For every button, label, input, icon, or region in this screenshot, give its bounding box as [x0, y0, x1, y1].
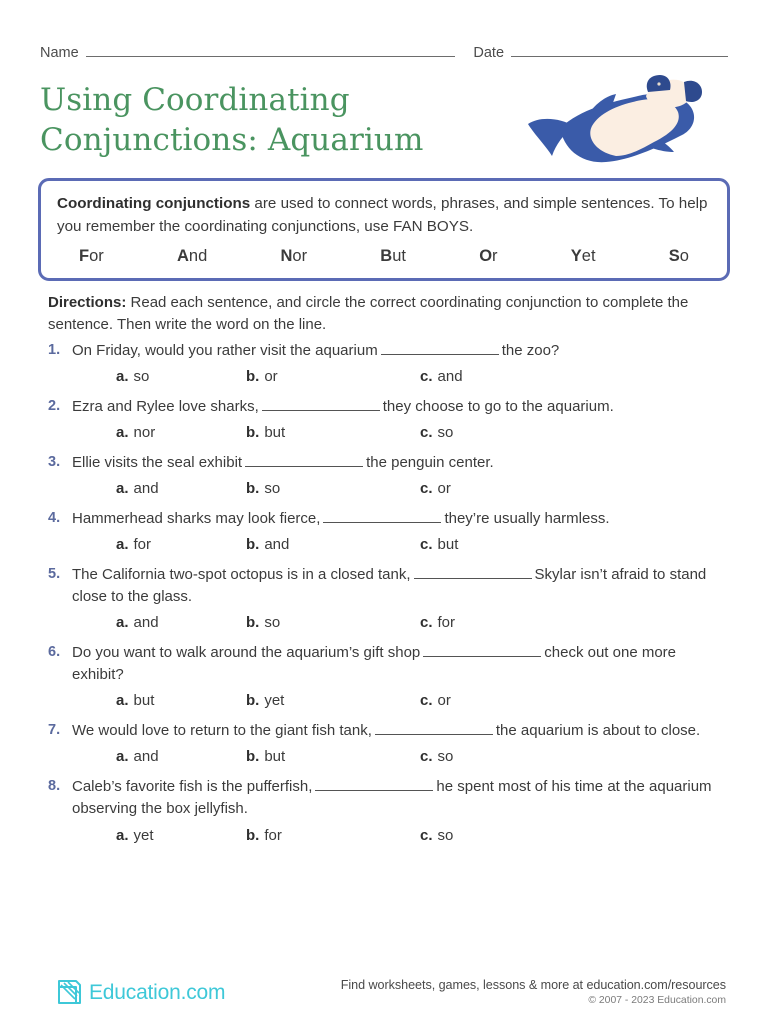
- choice-word: and: [133, 748, 159, 766]
- page-title: Using Coordinating Conjunctions: Aquarium: [40, 82, 424, 159]
- question-text-after: check out one more exhibit?: [72, 644, 677, 684]
- choice-word: so: [264, 614, 281, 632]
- answer-blank[interactable]: [423, 642, 541, 657]
- name-label: Name: [40, 45, 79, 61]
- choice-letter: c.: [420, 536, 433, 554]
- date-write-line[interactable]: [511, 55, 728, 57]
- question-text-after: he spent most of his time at the aquarium observing the box jellyfish.: [72, 778, 712, 818]
- fanboys-rest: ut: [392, 247, 406, 265]
- fanboys-word-but: [380, 247, 406, 266]
- page-footer: [0, 956, 768, 1016]
- choice-letter: a.: [116, 692, 129, 710]
- fanboys-rest: et: [581, 247, 596, 265]
- choice-word: so: [264, 480, 281, 498]
- choice-letter: b.: [246, 536, 260, 554]
- directions-text: Read each sentence, and circle the correct coordinating conjunction to complete the sentence. Then write the word on the line.: [48, 294, 689, 334]
- question-number: 1.: [48, 342, 61, 358]
- question-text-before: On Friday, would you rather visit the aquarium: [72, 342, 378, 359]
- choice-b[interactable]: [246, 827, 420, 844]
- choice-a[interactable]: [72, 827, 246, 844]
- choice-word: for: [437, 614, 456, 632]
- choice-word: so: [437, 748, 454, 766]
- choice-word: but: [133, 692, 155, 710]
- choice-word: but: [437, 536, 459, 554]
- choice-letter: c.: [420, 748, 433, 766]
- question-text: [72, 776, 726, 820]
- choice-letter: c.: [420, 826, 433, 844]
- choice-word: and: [264, 536, 290, 554]
- question-item: [48, 508, 726, 553]
- choice-letter: c.: [420, 368, 433, 386]
- choice-word: for: [264, 826, 282, 844]
- question-item: [48, 776, 726, 843]
- question-text-after: they’re usually harmless.: [444, 510, 610, 528]
- choice-word: for: [133, 536, 152, 554]
- name-date-row: [40, 45, 728, 67]
- choice-b[interactable]: [246, 614, 420, 631]
- fanboys-rest: o: [679, 247, 689, 265]
- question-text-before: The California two-spot octopus is in a closed tank,: [72, 566, 411, 584]
- answer-blank[interactable]: [323, 508, 441, 523]
- choice-b[interactable]: [246, 536, 420, 553]
- choice-c[interactable]: [420, 424, 594, 441]
- choice-b[interactable]: [246, 692, 420, 709]
- choice-a[interactable]: [72, 748, 246, 765]
- choice-row: [72, 424, 726, 441]
- education-logo-text: Education.com: [89, 981, 226, 1004]
- choice-letter: b.: [246, 424, 260, 442]
- fanboys-word-for: [79, 247, 104, 266]
- fanboys-initial: N: [280, 247, 293, 265]
- choice-letter: b.: [246, 826, 260, 844]
- choice-word: so: [437, 424, 454, 442]
- fanboys-word-or: [479, 247, 497, 266]
- name-write-line[interactable]: [86, 55, 456, 57]
- fanboys-info-box: [38, 178, 730, 281]
- fanboys-initial: Y: [570, 247, 582, 265]
- choice-a[interactable]: [72, 692, 246, 709]
- choice-row: [72, 692, 726, 709]
- question-text-before: Ezra and Rylee love sharks,: [72, 398, 259, 416]
- choice-word: or: [264, 368, 278, 386]
- choice-c[interactable]: [420, 536, 594, 553]
- fanboys-initial: A: [176, 247, 189, 265]
- fanboys-word-nor: [280, 247, 307, 266]
- choice-letter: a.: [116, 748, 129, 766]
- fanboys-initial: F: [79, 247, 90, 265]
- choice-letter: b.: [246, 692, 260, 710]
- question-item: [48, 720, 726, 765]
- question-number: 6.: [48, 644, 61, 661]
- question-item: [48, 564, 726, 631]
- choice-letter: b.: [246, 614, 260, 632]
- choice-a[interactable]: [72, 424, 246, 441]
- choice-word: and: [133, 614, 159, 632]
- question-text: [72, 720, 726, 742]
- choice-letter: b.: [246, 368, 260, 386]
- question-text-before: Do you want to walk around the aquarium’s gift shop: [72, 644, 421, 662]
- question-number: 7.: [48, 722, 61, 739]
- choice-c[interactable]: [420, 827, 594, 844]
- choice-word: so: [133, 368, 150, 386]
- name-field-group[interactable]: [40, 45, 455, 61]
- choice-letter: c.: [420, 480, 433, 498]
- question-text-before: Hammerhead sharks may look fierce,: [72, 510, 321, 528]
- choice-word: yet: [133, 826, 154, 844]
- fanboys-rest: nd: [188, 247, 208, 265]
- choice-row: [72, 368, 726, 385]
- choice-word: and: [133, 480, 159, 498]
- choice-letter: c.: [420, 692, 433, 710]
- choice-b[interactable]: [246, 368, 420, 385]
- question-text: [72, 564, 726, 608]
- date-field-group[interactable]: [473, 45, 728, 61]
- choice-a[interactable]: [72, 368, 246, 385]
- choice-c[interactable]: [420, 614, 594, 631]
- education-logo-icon: [52, 976, 86, 1010]
- fanboys-rest: or: [292, 247, 308, 265]
- choice-word: so: [437, 826, 454, 844]
- question-text-before: We would love to return to the giant fish tank,: [72, 722, 372, 740]
- choice-word: but: [264, 424, 286, 442]
- question-text: [72, 508, 726, 530]
- choice-a[interactable]: [72, 536, 246, 553]
- question-text: [72, 396, 726, 418]
- choice-c[interactable]: [420, 692, 594, 709]
- choice-row: [72, 614, 726, 631]
- choice-letter: a.: [116, 424, 129, 442]
- choice-letter: c.: [420, 614, 433, 632]
- question-text: [72, 642, 726, 686]
- choice-word: or: [437, 480, 451, 498]
- directions-label: Directions:: [48, 294, 127, 311]
- choice-word: or: [437, 692, 451, 710]
- question-number: 8.: [48, 778, 61, 795]
- info-box-text: [57, 193, 711, 238]
- question-item: [48, 642, 726, 709]
- choice-letter: a.: [116, 536, 129, 554]
- fanboys-initial: O: [479, 247, 493, 265]
- question-text-after: the zoo?: [501, 342, 560, 359]
- choice-word: nor: [133, 424, 156, 442]
- choice-row: [72, 748, 726, 765]
- question-text-before: Caleb’s favorite fish is the pufferfish,: [72, 778, 313, 796]
- question-text-after: Skylar isn’t afraid to stand close to the glass.: [72, 566, 707, 606]
- info-box-lead: Coordinating conjunctions: [57, 195, 251, 212]
- hammerhead-shark-illustration: [520, 72, 720, 177]
- choice-a[interactable]: [72, 480, 246, 497]
- answer-blank[interactable]: [315, 777, 433, 792]
- choice-b[interactable]: [246, 424, 420, 441]
- fanboys-initial: B: [380, 247, 393, 265]
- question-text-after: the aquarium is about to close.: [495, 722, 701, 740]
- answer-blank[interactable]: [262, 396, 380, 411]
- choice-c[interactable]: [420, 480, 594, 497]
- choice-word: but: [264, 748, 286, 766]
- fanboys-row: [57, 238, 711, 268]
- footer-text-block: [341, 978, 726, 1006]
- question-text: [72, 340, 726, 362]
- question-number: 2.: [48, 398, 61, 415]
- choice-row: [72, 827, 726, 844]
- choice-row: [72, 536, 726, 553]
- fanboys-rest: r: [492, 247, 498, 265]
- choice-letter: a.: [116, 368, 129, 386]
- date-label: Date: [473, 45, 505, 61]
- choice-row: [72, 480, 726, 497]
- fanboys-rest: or: [89, 247, 104, 265]
- answer-blank[interactable]: [245, 452, 363, 467]
- question-item: [48, 452, 726, 497]
- fanboys-initial: S: [668, 247, 680, 265]
- question-number: 5.: [48, 566, 61, 583]
- question-item: [48, 340, 726, 385]
- choice-word: yet: [264, 692, 285, 710]
- choice-c[interactable]: [420, 368, 594, 385]
- choice-word: and: [437, 368, 463, 386]
- answer-blank[interactable]: [414, 564, 532, 579]
- education-com-logo[interactable]: [52, 976, 225, 1010]
- question-text: [72, 452, 726, 474]
- choice-letter: c.: [420, 424, 433, 442]
- question-item: [48, 396, 726, 441]
- question-number: 3.: [48, 454, 61, 471]
- choice-a[interactable]: [72, 614, 246, 631]
- footer-copyright: © 2007 - 2023 Education.com: [588, 995, 726, 1006]
- choice-letter: b.: [246, 748, 260, 766]
- fanboys-word-and: [177, 247, 207, 266]
- choice-b[interactable]: [246, 748, 420, 765]
- fanboys-word-so: [669, 247, 689, 266]
- directions: [48, 292, 720, 336]
- choice-letter: b.: [246, 480, 260, 498]
- fanboys-word-yet: [571, 247, 596, 266]
- choice-letter: a.: [116, 614, 129, 632]
- footer-promo: Find worksheets, games, lessons & more at education.com/resources: [340, 978, 726, 992]
- question-text-after: they choose to go to the aquarium.: [382, 398, 614, 416]
- choice-letter: a.: [116, 826, 129, 844]
- answer-blank[interactable]: [375, 721, 493, 736]
- question-list: [48, 340, 726, 855]
- choice-c[interactable]: [420, 748, 594, 765]
- question-text-after: the penguin center.: [366, 454, 494, 472]
- question-number: 4.: [48, 510, 61, 527]
- question-text-before: Ellie visits the seal exhibit: [72, 454, 243, 472]
- choice-b[interactable]: [246, 480, 420, 497]
- choice-letter: a.: [116, 480, 129, 498]
- answer-blank[interactable]: [381, 340, 499, 355]
- info-box-body: are used to connect words, phrases, and simple sentences. To help you remember the coordinating conjunctions, use FAN BOYS.: [57, 195, 708, 235]
